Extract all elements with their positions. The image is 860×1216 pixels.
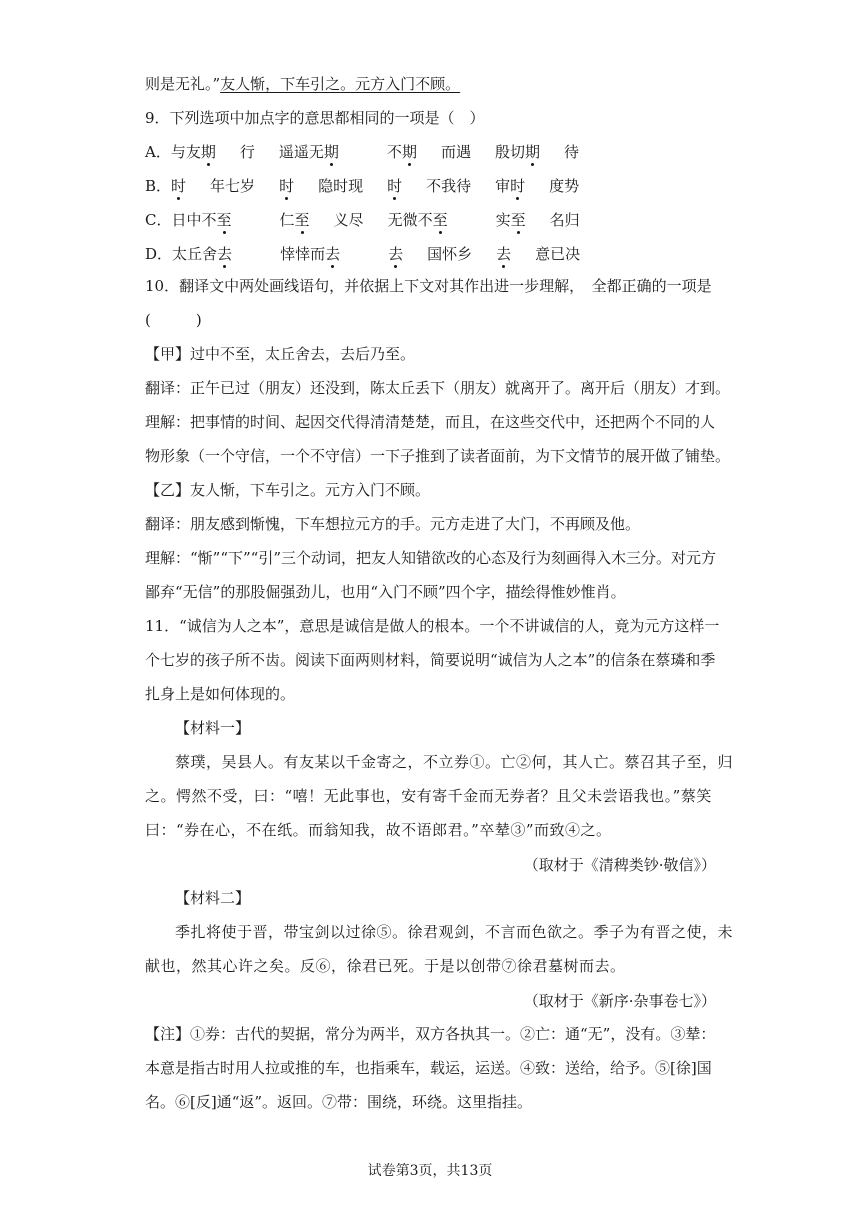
jia-understanding-1: 理解：把事情的时间、起因交代得清清楚楚，而且，在这些交代中，还把两个不同的人 [145, 413, 716, 431]
top-line [145, 74, 460, 94]
yi-understanding-1: 理解：“惭”“下”“引”三个动词，把友人知错欲改的心态及行为刻画得入木三分。对元方 [145, 549, 717, 567]
notes-line-3: 名。⑥[反]通“返”。返回。⑦带：围绕，环绕。这里指挂。 [145, 1093, 533, 1111]
material-1-source: （取材于《清稗类钞·敬信》） [523, 856, 716, 874]
option-phrase: 审时 度势 [495, 177, 580, 195]
material-1-title: 【材料一】 [175, 719, 251, 737]
material-2-line-1: 季扎将使于晋，带宝剑以过徐⑤。徐君观剑，不言而色欲之。季子为有晋之使，未 [175, 923, 734, 941]
emphasized-char: 时 [279, 177, 295, 195]
emphasized-char: 期 [401, 143, 417, 161]
option-phrase: 实至 名归 [495, 211, 580, 229]
material-2-source: （取材于《新序·杂事卷七》） [523, 992, 716, 1010]
emphasized-char: 至 [432, 211, 448, 229]
emphasized-char: 去 [325, 245, 341, 263]
notes-line-1: 【注】①券：古代的契据，常分为两半，双方各执其一。②亡：通“无”，没有。③辇： [145, 1025, 716, 1043]
option-phrase: 太丘舍去 [172, 245, 233, 263]
option-phrase: 时 隐时现 [279, 177, 364, 195]
q9-option-b [145, 176, 603, 196]
emphasized-char: 至 [294, 211, 310, 229]
material-2-line-2: 献也，然其心许之矣。反⑥，徐君已死。于是以创带⑦徐君墓树而去。 [145, 957, 626, 975]
jia-understanding-2: 物形象（一个守信，一个不守信）一下子推到了读者面前，为下文情节的展开做了铺垫。 [145, 447, 731, 465]
emphasized-char: 至 [510, 211, 526, 229]
material-1-line-3: 曰：“券在心，不在纸。而翁知我，故不语郎君。”卒辇③”而致④之。 [145, 821, 612, 839]
page-footer: 试卷第3页，共13页 [367, 1163, 493, 1179]
option-label: D． [145, 245, 173, 263]
emphasized-char: 时 [387, 177, 403, 195]
option-label: B． [145, 177, 172, 195]
q11-line-3: 扎身上是如何体现的。 [145, 685, 296, 703]
yi-head: 【乙】友人惭，下车引之。元方入门不顾。 [145, 481, 431, 499]
option-phrase: 无微不至 [387, 211, 448, 229]
underlined-sentence: 友人惭，下车引之。元方入门不顾。 [220, 75, 461, 93]
q11-line-1: 11．“诚信为人之本”，意思是诚信是做人的根本。一个不讲诚信的人，竟为元方这样一 [145, 617, 720, 635]
notes-line-2: 本意是指古时用人拉或推的车，也指乘车，载运，运送。④致：送给，给予。⑤[徐]国 [145, 1059, 712, 1077]
q10-stem: 10．翻译文中两处画线语句，并依据上下文对其作出进一步理解， 全都正确的一项是 [145, 277, 712, 295]
q9-option-c [145, 210, 604, 230]
option-phrase: 时 不我待 [387, 177, 472, 195]
option-phrase: 悻悻而去 [280, 245, 341, 263]
q9-option-a [145, 142, 603, 162]
option-phrase: 仁至 义尽 [279, 211, 364, 229]
option-phrase: 殷切期 待 [494, 143, 580, 161]
q11-line-2: 个七岁的孩子所不齿。阅读下面两则材料，简要说明“诚信为人之本”的信条在蔡璘和季 [145, 651, 716, 669]
material-2-title: 【材料二】 [175, 889, 251, 907]
q9-option-d [145, 244, 604, 264]
option-phrase: 与友期 行 [170, 143, 255, 161]
option-phrase: 不期 而遇 [386, 143, 471, 161]
option-phrase: 时 年七岁 [171, 177, 256, 195]
jia-translation: 翻译：正午已过（朋友）还没到，陈太丘丢下（朋友）就离开了。离开后（朋友）才到。 [145, 379, 731, 397]
emphasized-char: 至 [216, 211, 232, 229]
yi-translation: 翻译：朋友感到惭愧，下车想拉元方的手。元方走进了大门，不再顾及他。 [145, 515, 641, 533]
jia-head: 【甲】过中不至，太丘舍去，去后乃至。 [145, 345, 416, 363]
emphasized-char: 去 [496, 245, 512, 263]
material-1-line-2: 之。愕然不受，曰：“嘻！无此事也，安有寄千金而无券者？且父未尝语我也。”蔡笑 [145, 787, 712, 805]
option-phrase: 去 意已决 [496, 245, 581, 263]
emphasized-char: 时 [171, 177, 187, 195]
emphasized-char: 去 [388, 245, 404, 263]
option-label: C． [145, 211, 172, 229]
emphasized-char: 期 [200, 143, 216, 161]
material-1-line-1: 蔡璞，吴县人。有友某以千金寄之，不立券①。亡②何，其人亡。蔡召其子至，归 [175, 753, 734, 771]
q9-stem: 9．下列选项中加点字的意思都相同的一项是（ ） [145, 109, 485, 127]
yi-understanding-2: 鄙弃“无信”的那股倔强劲儿，也用“入门不顾”四个字，描绘得惟妙惟肖。 [145, 583, 626, 601]
option-phrase: 日中不至 [171, 211, 232, 229]
emphasized-char: 去 [217, 245, 233, 263]
option-label: A． [145, 143, 171, 161]
emphasized-char: 期 [323, 143, 339, 161]
option-phrase: 遥遥无期 [278, 143, 339, 161]
emphasized-char: 期 [524, 143, 540, 161]
emphasized-char: 时 [510, 177, 526, 195]
top-prefix: 则是无礼。” [145, 75, 221, 93]
q10-paren: ( ) [145, 311, 202, 329]
option-phrase: 去 国怀乡 [388, 245, 473, 263]
